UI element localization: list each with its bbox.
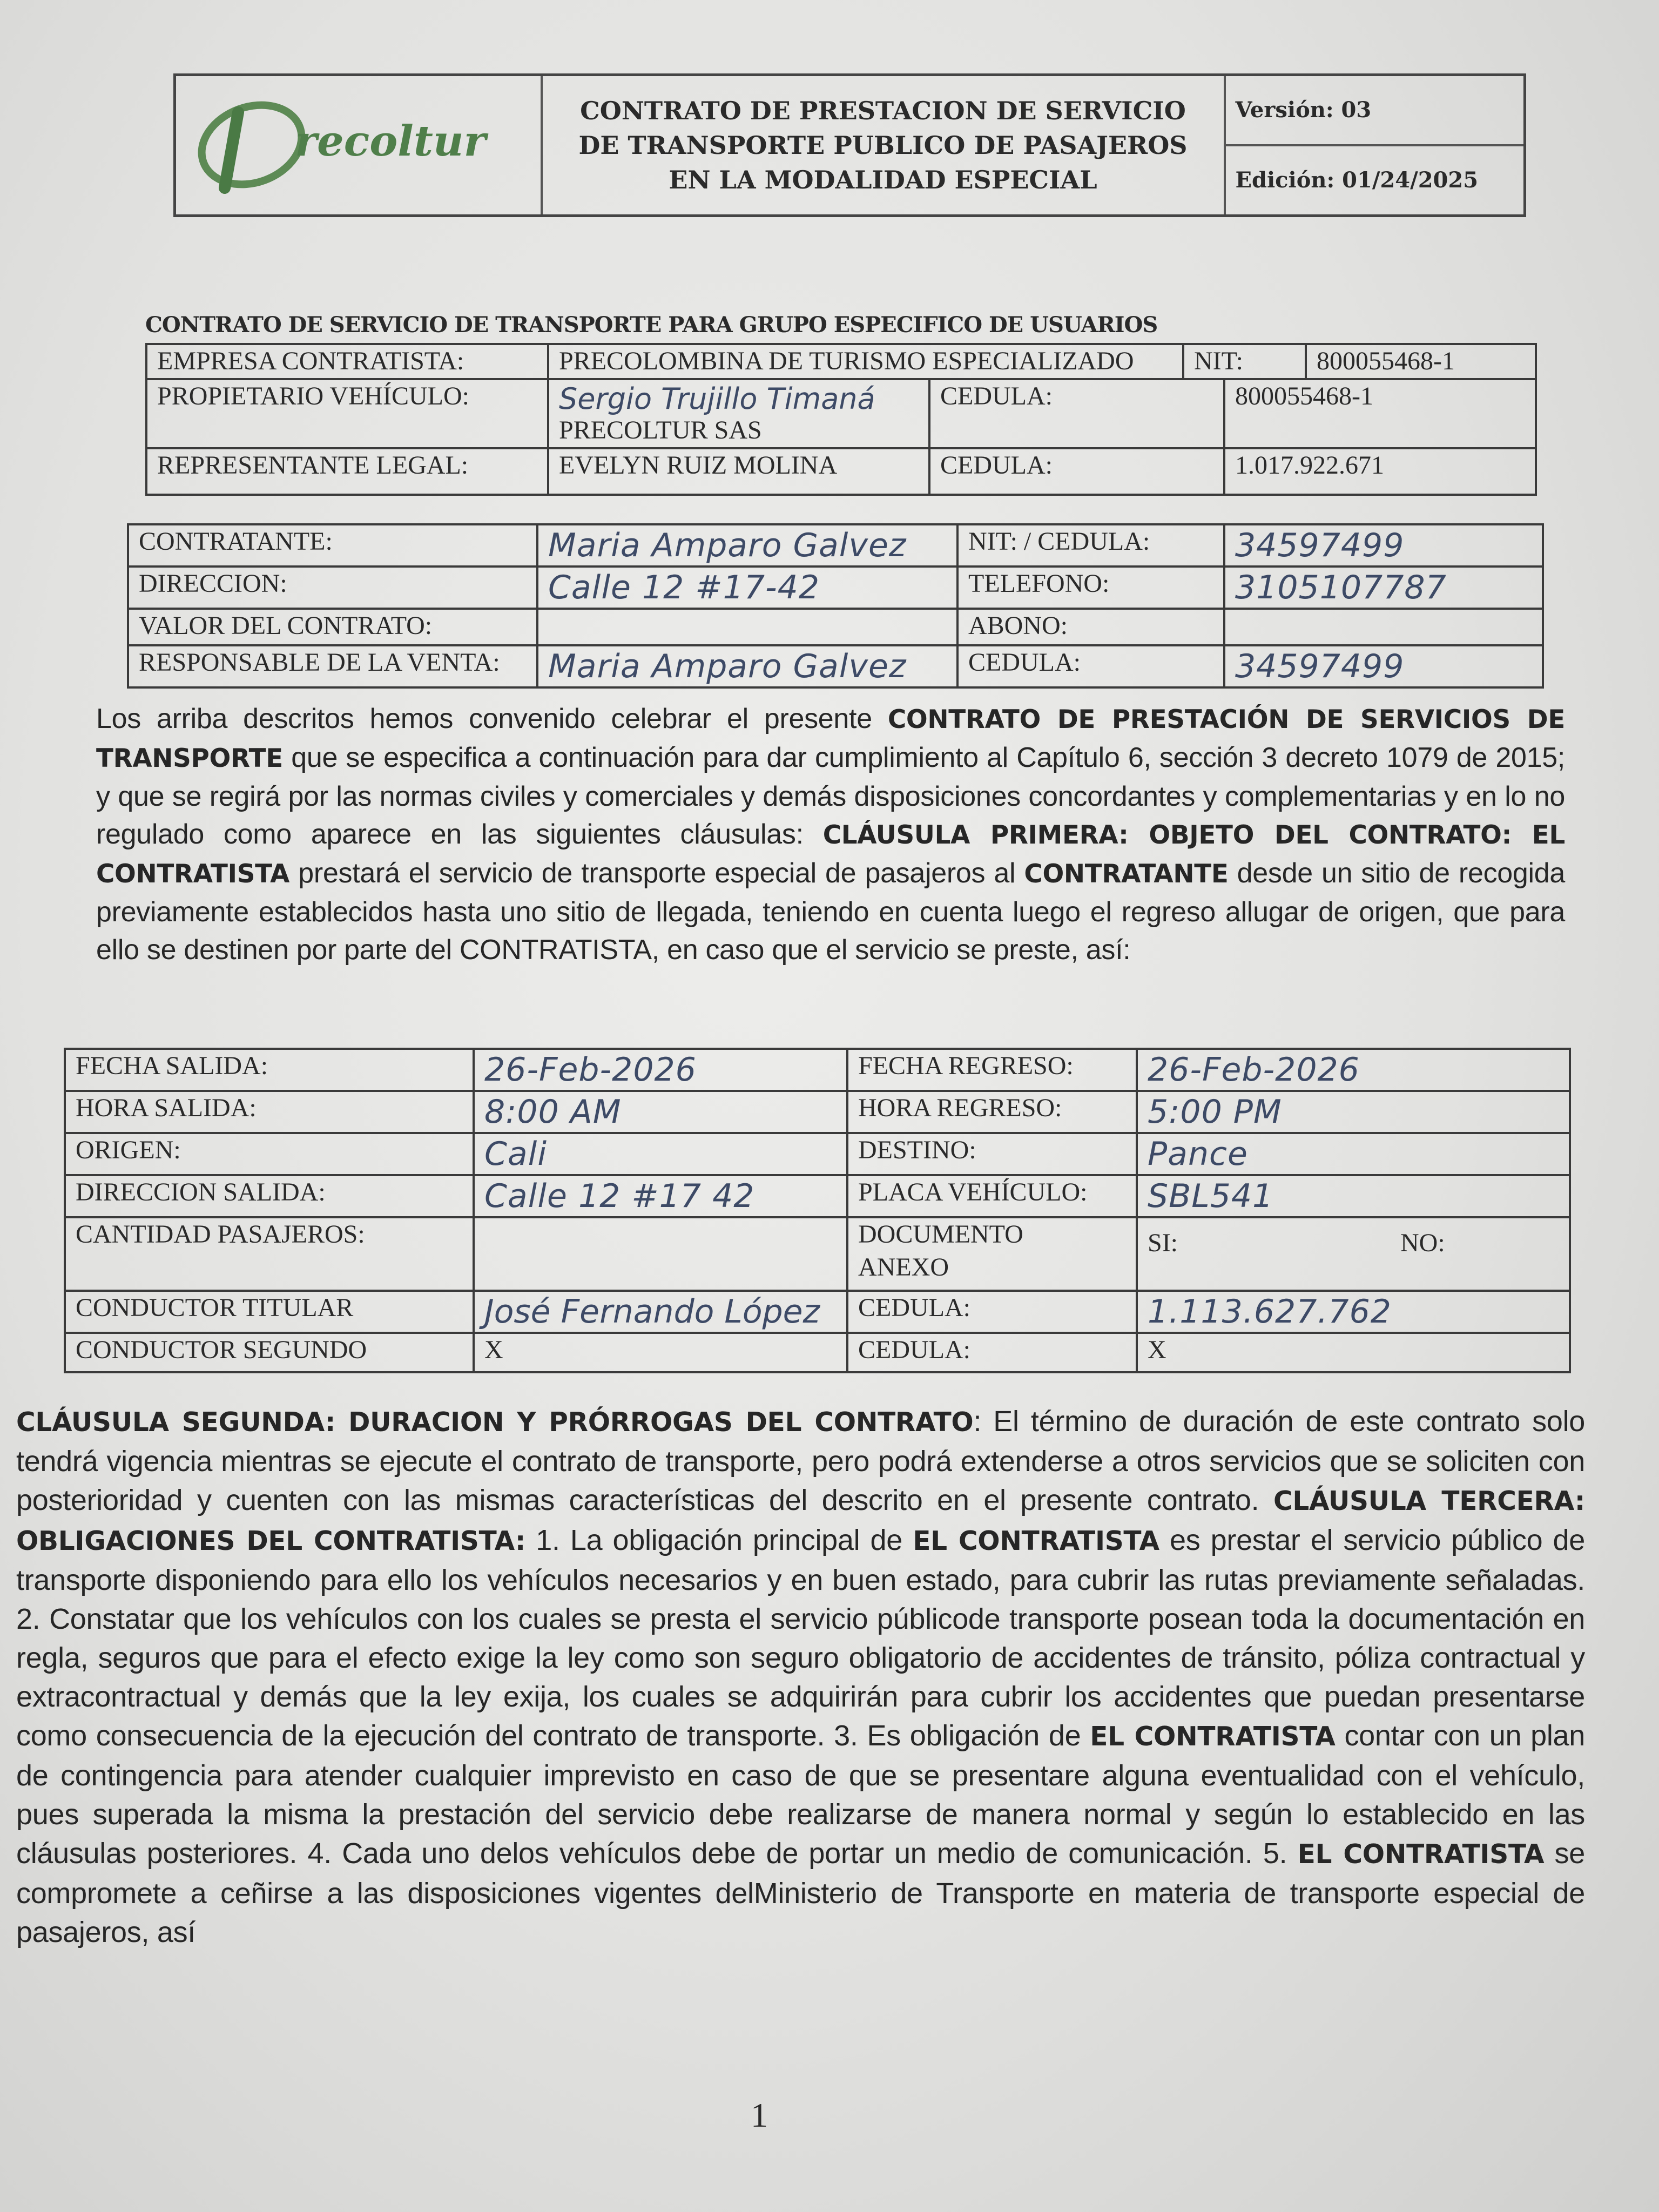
conductor-segundo-value: X xyxy=(474,1333,847,1372)
logo xyxy=(175,75,542,216)
cedula1-label: CEDULA: xyxy=(847,1291,1137,1333)
bold-text-segment: CLÁUSULA SEGUNDA: DURACION Y PRÓRROGAS DEL CONTRATO xyxy=(16,1407,974,1438)
nit-cedula-label: NIT: / CEDULA: xyxy=(957,524,1224,567)
placa-label: PLACA VEHÍCULO: xyxy=(847,1175,1137,1217)
hora-regreso-label: HORA REGRESO: xyxy=(847,1091,1137,1133)
text-segment: se compromete a ceñirse a las disposiciones vigentes delMinisterio de Transporte en materia de transporte especial de pasajeros, así xyxy=(16,1837,1585,1948)
bold-text-segment: EL CONTRATISTA xyxy=(1297,1839,1545,1870)
text-segment: prestará el servicio de transporte especial de pasajeros al xyxy=(289,858,1024,889)
hora-salida-value: 8:00 AM xyxy=(474,1091,847,1133)
abono-label: ABONO: xyxy=(957,609,1224,645)
text-segment: que se especifica a continuación para dar cumplimiento al Capítulo 6, sección 3 decreto 1079 de 2015; y que se regirá por las normas civiles y comerciales y demás disposiciones concordantes y complementarias y en lo no regulado como aparece en las siguientes cláusulas: xyxy=(96,742,1565,850)
anexo-label: ANEXO xyxy=(858,1252,949,1282)
pasajeros-label: CANTIDAD PASAJEROS: xyxy=(65,1217,474,1291)
cedula2-value: X xyxy=(1137,1333,1570,1372)
propietario-value xyxy=(548,379,929,448)
svg-text:recoltur: recoltur xyxy=(295,117,486,166)
text-segment: contar con un plan de contingencia para atender cualquier imprevisto en caso de que se presentare alguna eventualidad con el vehículo, pues superada la misma la prestación del servicio debe realizarse de manera normal y según lo establecido en las cláusulas posteriores. 4. Cada uno delos vehículos debe de portar un medio de comunicación. 5. xyxy=(16,1719,1585,1870)
no-label: NO: xyxy=(1400,1229,1445,1257)
direccion-label: DIRECCION: xyxy=(128,567,537,609)
hora-regreso-value: 5:00 PM xyxy=(1137,1091,1570,1133)
destino-label: DESTINO: xyxy=(847,1133,1137,1175)
propietario-handwritten: Sergio Trujillo Timaná xyxy=(559,381,875,416)
representante-label: REPRESENTANTE LEGAL: xyxy=(146,448,548,495)
company-table xyxy=(145,343,1537,496)
text-segment: desde un sitio de recogida previamente establecidos hasta uno sitio de llegada, teniendo en cuenta luego el regreso allugar de origen, que para ello se destinen por parte del CONTRATISTA, en caso que el servicio se preste, así: xyxy=(96,858,1565,966)
bold-text-segment: EL CONTRATISTA xyxy=(1090,1722,1336,1752)
fecha-salida-value: 26-Feb-2026 xyxy=(474,1049,847,1091)
pasajeros-value xyxy=(474,1217,847,1291)
trip-table xyxy=(64,1048,1571,1373)
direccion-salida-value: Calle 12 #17 42 xyxy=(474,1175,847,1217)
page-number: 1 xyxy=(751,2096,768,2134)
bold-text-segment: CLÁUSULA TERCERA: OBLIGACIONES DEL CONTRATISTA: xyxy=(16,1486,1585,1556)
contract-intro-paragraph xyxy=(96,700,1565,969)
fecha-salida-label: FECHA SALIDA: xyxy=(65,1049,474,1091)
document-title xyxy=(542,75,1225,216)
direccion-value: Calle 12 #17-42 xyxy=(537,567,957,609)
direccion-salida-label: DIRECCION SALIDA: xyxy=(65,1175,474,1217)
abono-value xyxy=(1224,609,1543,645)
title-line: EN LA MODALIDAD ESPECIAL xyxy=(669,165,1097,194)
valor-label: VALOR DEL CONTRATO: xyxy=(128,609,537,645)
text-segment: 1. La obligación principal de xyxy=(525,1524,913,1556)
conductor-titular-value: José Fernando López xyxy=(474,1291,847,1333)
fecha-regreso-label: FECHA REGRESO: xyxy=(847,1049,1137,1091)
documento-anexo-label xyxy=(847,1217,1137,1291)
nit-label: NIT: xyxy=(1183,344,1306,379)
propietario-label: PROPIETARIO VEHÍCULO: xyxy=(146,379,548,448)
bold-text-segment: CONTRATO DE PRESTACIÓN DE SERVICIOS DE TRANSPORTE xyxy=(96,705,1566,773)
edition: Edición: 01/24/2025 xyxy=(1225,145,1525,216)
document-header xyxy=(173,73,1526,217)
destino-value: Pance xyxy=(1137,1133,1570,1175)
telefono-label: TELEFONO: xyxy=(957,567,1224,609)
text-segment: : El término de duración de este contrato solo tendrá vigencia mientras se ejecute el contrato de transporte, pero podrá extenderse a otros servicios que se soliciten con posterioridad y cuenten con las mismas características del descrito en el presente contrato. xyxy=(16,1405,1585,1516)
representante-value: EVELYN RUIZ MOLINA xyxy=(548,448,929,495)
clauses-paragraph xyxy=(16,1402,1585,1952)
propietario-cedula-value: 800055468-1 xyxy=(1224,379,1536,448)
empresa-value: PRECOLOMBINA DE TURISMO ESPECIALIZADO xyxy=(548,344,1183,379)
bold-text-segment: CLÁUSULA PRIMERA: OBJETO DEL CONTRATO: EL CONTRATISTA xyxy=(96,821,1565,889)
cedula1-value: 1.113.627.762 xyxy=(1137,1291,1570,1333)
propietario-company: PRECOLTUR SAS xyxy=(559,415,762,444)
conductor-segundo-label: CONDUCTOR SEGUNDO xyxy=(65,1333,474,1372)
version: Versión: 03 xyxy=(1225,75,1525,145)
placa-value: SBL541 xyxy=(1137,1175,1570,1217)
representante-cedula-label: CEDULA: xyxy=(929,448,1224,495)
si-label: SI: xyxy=(1148,1229,1178,1257)
representante-cedula-value: 1.017.922.671 xyxy=(1224,448,1536,495)
text-segment: es prestar el servicio público de transporte disponiendo para ello los vehículos necesarios y en buen estado, para cubrir las rutas previamente señaladas. 2. Constatar que los vehículos con los cuales se presta el servicio públicode transporte posean toda la documentación en regla, seguros que para el efecto exige la ley como son seguro obligatorio de accidentes de tránsito, póliza contractual y extracontractual y demás que la ley exija, los cuales se adquirirán para cubrir los accidentes que puedan presentarse como consecuencia de la ejecución del contrato de transporte. 3. Es obligación de xyxy=(16,1524,1585,1752)
bold-text-segment: EL CONTRATISTA xyxy=(913,1526,1159,1556)
telefono-value: 3105107787 xyxy=(1224,567,1543,609)
title-line: CONTRATO DE PRESTACION DE SERVICIO xyxy=(580,96,1186,125)
propietario-cedula-label: CEDULA: xyxy=(929,379,1224,448)
contratante-label: CONTRATANTE: xyxy=(128,524,537,567)
responsable-value: Maria Amparo Galvez xyxy=(537,645,957,687)
valor-value xyxy=(537,609,957,645)
responsable-cedula-value: 34597499 xyxy=(1224,645,1543,687)
conductor-titular-label: CONDUCTOR TITULAR xyxy=(65,1291,474,1333)
hora-salida-label: HORA SALIDA: xyxy=(65,1091,474,1133)
fecha-regreso-value: 26-Feb-2026 xyxy=(1137,1049,1570,1091)
section-title: CONTRATO DE SERVICIO DE TRANSPORTE PARA GRUPO ESPECIFICO DE USUARIOS xyxy=(145,312,1158,338)
contratante-value: Maria Amparo Galvez xyxy=(537,524,957,567)
cedula2-label: CEDULA: xyxy=(847,1333,1137,1372)
documento-anexo-options xyxy=(1137,1217,1570,1291)
documento-label: DOCUMENTO xyxy=(858,1220,1023,1249)
bold-text-segment: CONTRATANTE xyxy=(1024,860,1229,889)
origen-value: Cali xyxy=(474,1133,847,1175)
nit-value: 800055468-1 xyxy=(1306,344,1536,379)
client-table xyxy=(127,523,1544,689)
precoltur-logo-icon xyxy=(187,80,527,204)
title-line: DE TRANSPORTE PUBLICO DE PASAJEROS xyxy=(578,131,1188,160)
origen-label: ORIGEN: xyxy=(65,1133,474,1175)
empresa-label: EMPRESA CONTRATISTA: xyxy=(146,344,548,379)
responsable-label: RESPONSABLE DE LA VENTA: xyxy=(128,645,537,687)
responsable-cedula-label: CEDULA: xyxy=(957,645,1224,687)
nit-cedula-value: 34597499 xyxy=(1224,524,1543,567)
text-segment: Los arriba descritos hemos convenido celebrar el presente xyxy=(96,703,888,734)
